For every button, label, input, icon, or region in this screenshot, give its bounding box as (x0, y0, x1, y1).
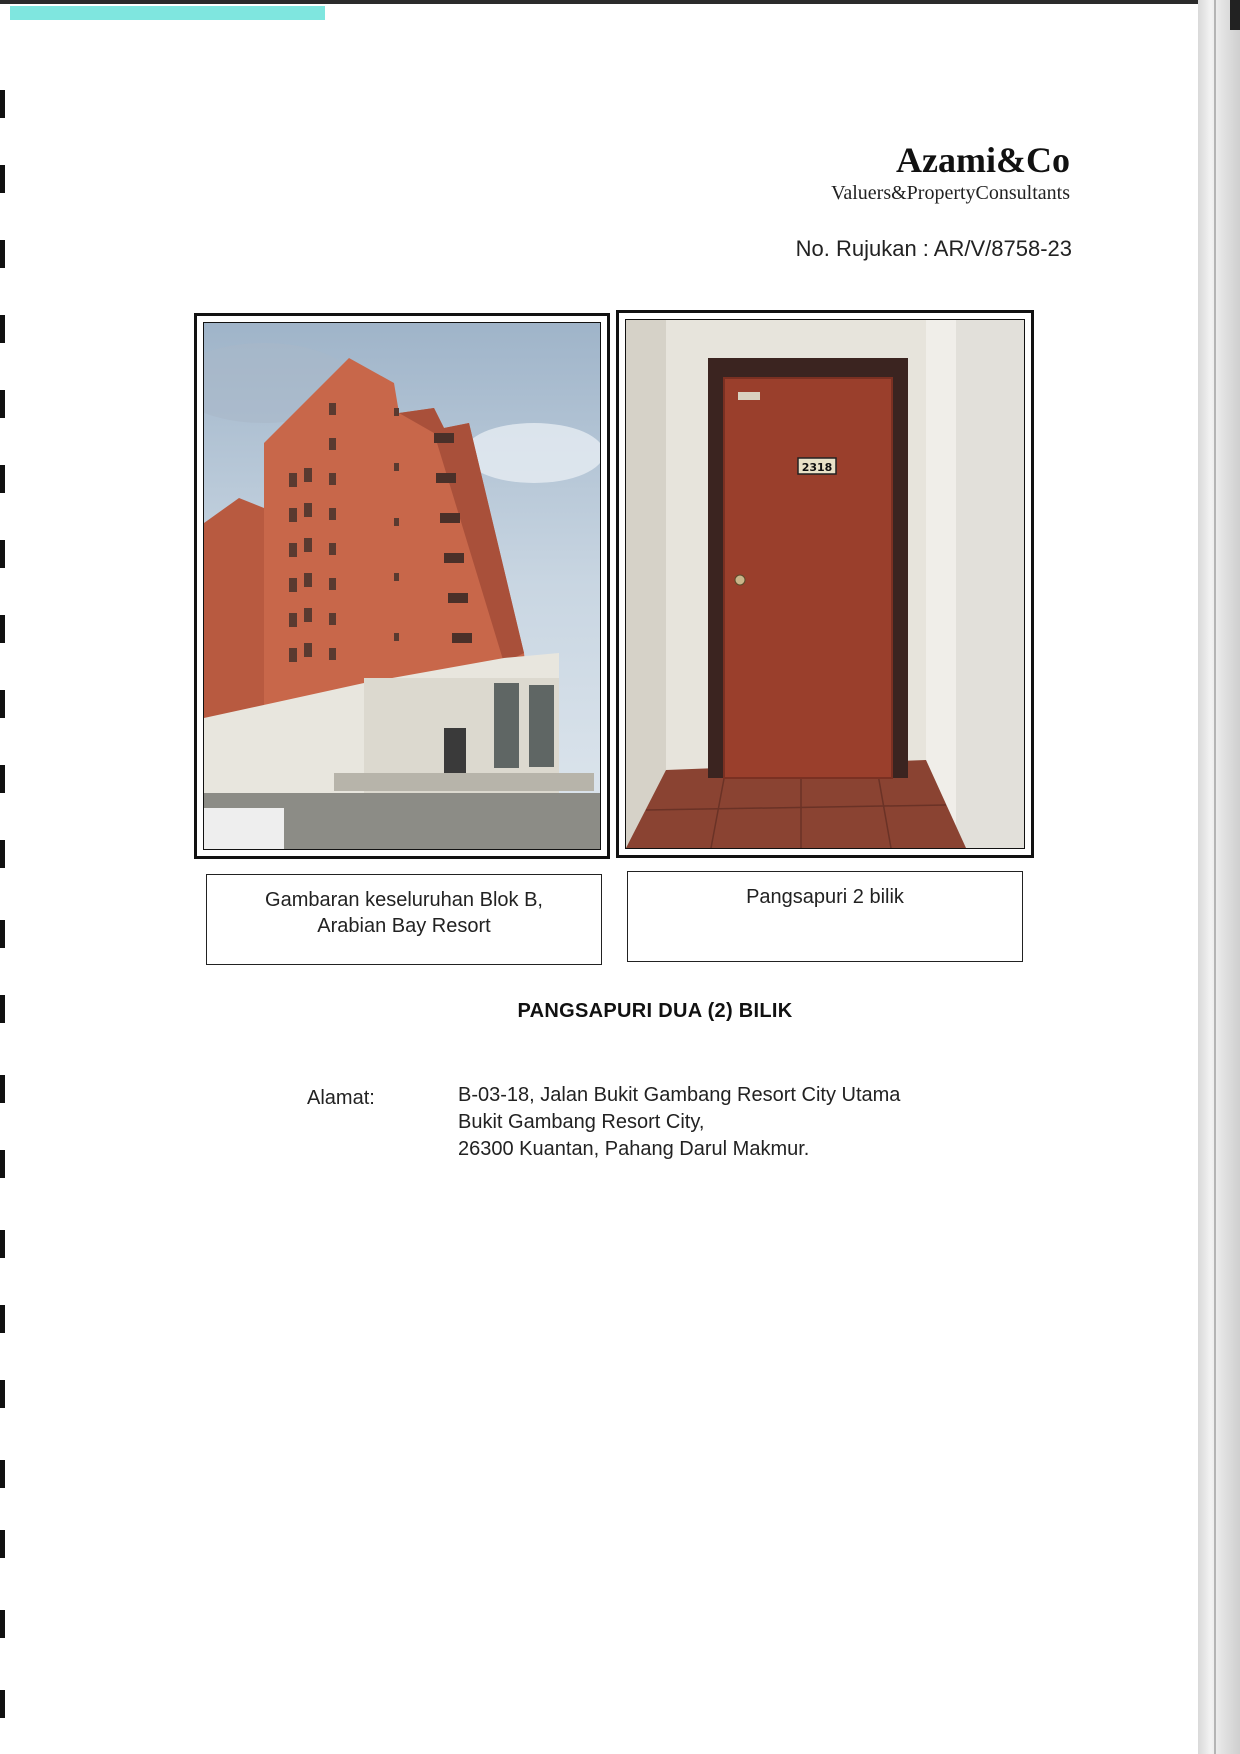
address-line: Bukit Gambang Resort City, (458, 1111, 705, 1133)
tab-marker-strip (10, 6, 325, 20)
building-photo-frame (194, 313, 610, 859)
top-edge-bar (0, 0, 1210, 4)
company-name: Azami&Co (896, 140, 1070, 180)
door-photo-caption (627, 871, 1023, 962)
address-label: Alamat: (307, 1087, 375, 1109)
building-exterior-photo (204, 323, 600, 849)
caption-line: Pangsapuri 2 bilik (746, 886, 904, 908)
page-right-edge (1198, 0, 1240, 1754)
door-number: 2318 (801, 461, 833, 474)
reference-number: No. Rujukan : AR/V/8758-23 (795, 236, 1072, 261)
caption-line: Gambaran keseluruhan Blok B, (265, 889, 543, 911)
address-line: 26300 Kuantan, Pahang Darul Makmur. (458, 1138, 810, 1160)
company-tagline: Valuers&PropertyConsultants (831, 182, 1070, 204)
building-photo-caption (206, 874, 602, 965)
binding-marks (0, 80, 10, 1754)
section-heading: PANGSAPURI DUA (2) BILIK (517, 1000, 793, 1022)
door-photo-frame (616, 310, 1034, 858)
company-letterhead (831, 140, 1070, 206)
address-block (458, 1082, 900, 1163)
address-line: B-03-18, Jalan Bukit Gambang Resort City Utama (458, 1084, 901, 1106)
unit-door-photo (626, 320, 1024, 848)
caption-line: Arabian Bay Resort (317, 915, 491, 937)
